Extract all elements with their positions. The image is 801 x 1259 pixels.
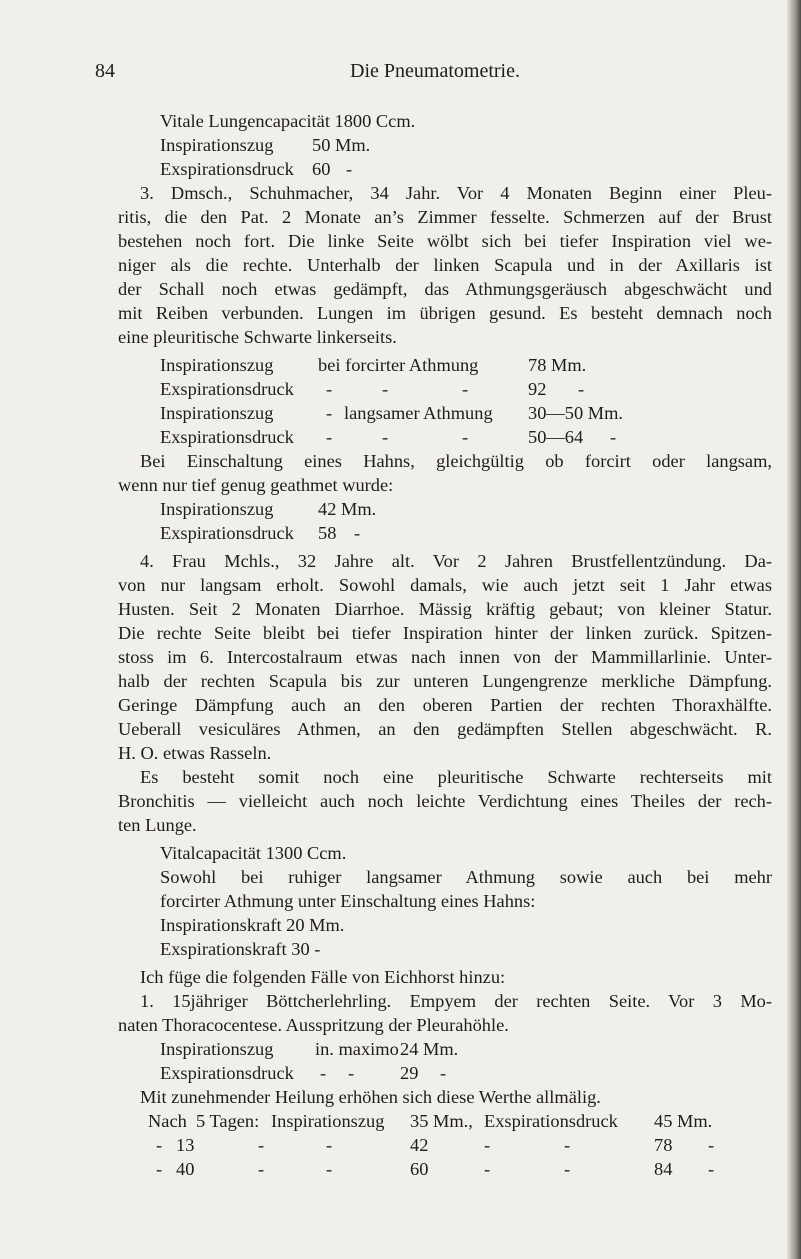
ditto-mark: -	[708, 1135, 715, 1155]
case-paragraph-line: Ueberall vesiculäres Athmen, an den gedämpften Stellen abgeschwächt. R.	[118, 719, 772, 739]
ditto-mark: -	[326, 427, 333, 447]
measure-label: Exspirationsdruck	[160, 1063, 294, 1083]
measurement-row	[160, 497, 560, 521]
measurement-row	[160, 1037, 560, 1061]
ditto-mark: -	[564, 1135, 571, 1155]
measure-label: Inspirationszug	[160, 1039, 274, 1059]
ditto-mark: -	[382, 427, 389, 447]
ditto-mark: -	[462, 379, 469, 399]
case-paragraph-line: naten Thoracocentese. Ausspritzung der Pleurahöhle.	[118, 1015, 509, 1035]
case-paragraph-line: mit Reiben verbunden. Lungen im übrigen gesund. Es besteht demnach noch	[118, 303, 772, 323]
ditto-mark: -	[462, 427, 469, 447]
progress-exsp-value: 45 Mm.	[654, 1111, 713, 1131]
progress-days: 5 Tagen:	[196, 1111, 260, 1131]
measure-label: Inspirationszug	[160, 403, 274, 423]
ditto-mark: -	[610, 427, 617, 447]
conclusion-line: Bronchitis — vielleicht auch noch leichte Verdichtung eines Theiles der rech-	[118, 791, 772, 811]
vital-capacity-line: Vitale Lungencapacität 1800 Ccm.	[160, 111, 416, 131]
progress-days: 40	[176, 1159, 195, 1179]
ditto-mark: -	[326, 1159, 333, 1179]
ditto-mark: -	[320, 1063, 327, 1083]
case-paragraph-line: 4. Frau Mchls., 32 Jahre alt. Vor 2 Jahren Brustfellentzündung. Da-	[140, 551, 772, 571]
page-edge-shadow	[787, 0, 801, 1259]
healing-line: Mit zunehmender Heilung erhöhen sich diese Werthe allmälig.	[140, 1087, 601, 1107]
measurement-row	[160, 401, 760, 425]
measure-value: 50—64	[528, 427, 584, 447]
measure-label: Exspirationsdruck	[160, 379, 294, 399]
measure-value: 50 Mm.	[312, 135, 371, 155]
page-title: Die Pneumatometrie.	[350, 60, 520, 82]
case-paragraph-line: der Schall noch etwas gedämpft, das Athmungsgeräusch abgeschwächt und	[118, 279, 772, 299]
measure-value: 92	[528, 379, 547, 399]
progress-insp-value: 42	[410, 1135, 429, 1155]
measure-label: Exspirationsdruck	[160, 159, 294, 179]
measure-label: Exspirationsdruck	[160, 427, 294, 447]
ditto-mark: -	[708, 1159, 715, 1179]
measurement-row	[160, 425, 760, 449]
measure-label: Inspirationszug	[160, 499, 274, 519]
measure-label: Exspirationsdruck	[160, 523, 294, 543]
case-paragraph-line: Geringe Dämpfung auch an den oberen Partien der rechten Thoraxhälfte.	[118, 695, 772, 715]
breathing-line: Sowohl bei ruhiger langsamer Athmung sowie auch bei mehr	[160, 867, 772, 887]
progress-insp-value: 35 Mm.,	[410, 1111, 473, 1131]
case-paragraph-line: Husten. Seit 2 Monaten Diarrhoe. Mässig kräftig gebaut; von kleiner Statur.	[118, 599, 772, 619]
measure-value: 29	[400, 1063, 419, 1083]
measurement-row	[160, 521, 560, 545]
case-paragraph-line: bestehen noch fort. Die linke Seite wölbt sich bei tiefer Inspiration viel we-	[118, 231, 772, 251]
progress-prefix: Nach	[148, 1111, 187, 1131]
ditto-mark: -	[156, 1159, 163, 1179]
vital-capacity-line: Vitalcapacität 1300 Ccm.	[160, 843, 347, 863]
note-line: wenn nur tief genug geathmet wurde:	[118, 475, 394, 495]
ditto-mark: -	[354, 523, 361, 543]
ditto-mark: -	[258, 1135, 265, 1155]
ditto-mark: -	[484, 1159, 491, 1179]
ditto-mark: -	[440, 1063, 447, 1083]
breathing-line: forcirter Athmung unter Einschaltung eines Hahns:	[160, 891, 536, 911]
progress-insp-value: 60	[410, 1159, 429, 1179]
ditto-mark: -	[382, 379, 389, 399]
ditto-mark: -	[326, 379, 333, 399]
ditto-mark: -	[326, 403, 333, 423]
progress-exsp-label: Exspirationsdruck	[484, 1111, 618, 1131]
measurement-row	[160, 353, 760, 377]
measure-mode: in. maximo	[315, 1039, 399, 1059]
progress-insp-label: Inspirationszug	[271, 1111, 385, 1131]
measurement-row	[160, 133, 560, 157]
ditto-mark: -	[348, 1063, 355, 1083]
progress-row	[148, 1109, 773, 1133]
page-header	[95, 60, 775, 84]
measurement-row	[160, 157, 560, 181]
measure-label: Inspirationszug	[160, 135, 274, 155]
measure-mode: langsamer Athmung	[344, 403, 493, 423]
ditto-mark: -	[346, 159, 353, 179]
measure-mode: bei forcirter Athmung	[318, 355, 479, 375]
progress-row	[148, 1133, 773, 1157]
ditto-mark: -	[156, 1135, 163, 1155]
measure-value: 30—50 Mm.	[528, 403, 624, 423]
progress-exsp-value: 84	[654, 1159, 673, 1179]
measure-value: 24 Mm.	[400, 1039, 459, 1059]
measurement-row	[160, 1061, 560, 1085]
note-line: Bei Einschaltung eines Hahns, gleichgültig ob forcirt oder langsam,	[140, 451, 772, 471]
case-paragraph-line: eine pleuritische Schwarte linkerseits.	[118, 327, 397, 347]
measure-value: 58	[318, 523, 337, 543]
page-number: 84	[95, 60, 115, 82]
measure-value: 78 Mm.	[528, 355, 587, 375]
conclusion-line: ten Lunge.	[118, 815, 197, 835]
case-paragraph-line: niger als die rechte. Unterhalb der linken Scapula und in der Axillaris ist	[118, 255, 772, 275]
ditto-mark: -	[564, 1159, 571, 1179]
case-paragraph-line: 1. 15jähriger Böttcherlehrling. Empyem der rechten Seite. Vor 3 Mo-	[140, 991, 772, 1011]
case-paragraph-line: ritis, die den Pat. 2 Monate an’s Zimmer fesselte. Schmerzen auf der Brust	[118, 207, 772, 227]
case-paragraph-line: 3. Dmsch., Schuhmacher, 34 Jahr. Vor 4 Monaten Beginn einer Pleu-	[140, 183, 772, 203]
progress-row	[148, 1157, 773, 1181]
measurement-row	[160, 377, 760, 401]
conclusion-line: Es besteht somit noch eine pleuritische Schwarte rechterseits mit	[140, 767, 772, 787]
case-paragraph-line: stoss im 6. Intercostalraum etwas nach innen von der Mammillarlinie. Unter-	[118, 647, 772, 667]
measure-label: Inspirationszug	[160, 355, 274, 375]
case-paragraph-line: von nur langsam erholt. Sowohl damals, wie auch jetzt seit 1 Jahr etwas	[118, 575, 772, 595]
ditto-mark: -	[258, 1159, 265, 1179]
eichhorst-intro: Ich füge die folgenden Fälle von Eichhorst hinzu:	[140, 967, 506, 987]
progress-days: 13	[176, 1135, 195, 1155]
force-line: Exspirationskraft 30 -	[160, 939, 321, 959]
case-paragraph-line: H. O. etwas Rasseln.	[118, 743, 272, 763]
measure-value: 42 Mm.	[318, 499, 377, 519]
ditto-mark: -	[578, 379, 585, 399]
progress-exsp-value: 78	[654, 1135, 673, 1155]
ditto-mark: -	[484, 1135, 491, 1155]
case-paragraph-line: halb der rechten Scapula bis zur unteren Lungengrenze merkliche Dämpfung.	[118, 671, 772, 691]
force-line: Inspirationskraft 20 Mm.	[160, 915, 345, 935]
case-paragraph-line: Die rechte Seite bleibt bei tiefer Inspiration hinter der linken zurück. Spitzen-	[118, 623, 772, 643]
ditto-mark: -	[326, 1135, 333, 1155]
measure-value: 60	[312, 159, 331, 179]
